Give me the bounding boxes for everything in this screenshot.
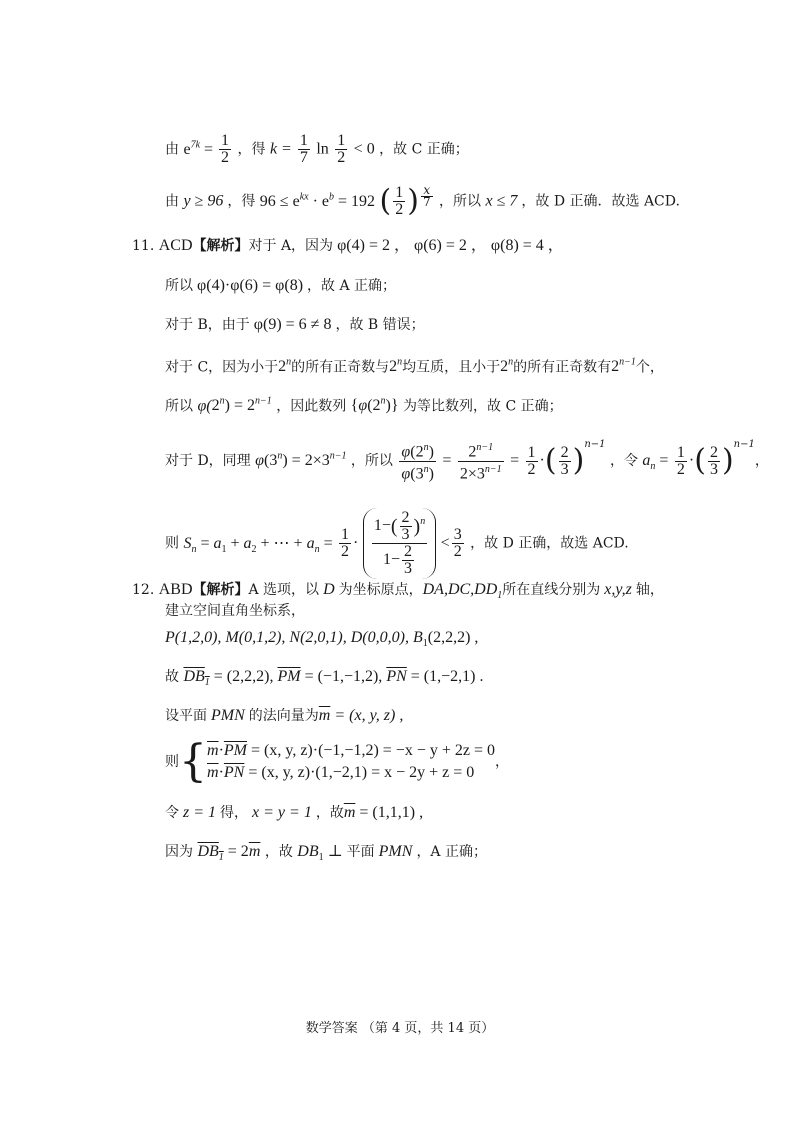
q11-header: 11. ACD【解析】对于 A，因为 φ(4) = 2 ， φ(6) = 2 ， φ(8) = 4 ， [132,237,564,254]
q12-let: 令 z = 1 得， x = y = 1 ，故$\overline{m} = (1,1,1)$ , [165,804,424,821]
q12-normal: 设平面 PMN 的法向量为$\overline{m} = (x$, y, z) , [165,707,404,724]
q12-system: 则{ $\overline{m}\cdot\overline{PM} = (x$, y, z)·(−1,−1,2) = −x − y + 2z = 0 $\overline{m}\cdot\overline{PN} = (x$, y, z)·(1,−2,1) = x − 2y + z = 0 ， [165,736,509,787]
q12-vectors: 故 $DB_1 = (2,2,2)$, $\overline{PM} = (-1,-1,2)$, $\overline{PN} = (1,-2,1)$ . [165,668,484,689]
q11-d1: 对于 D，同理 $\varphi(3^n) = 2\times 3^{n-1}$ ，所以 $\frac{\varphi(2^n)}{\varphi(3^n)}$ = $\frac{2^{n-1}}{2\times 3^{n-1}}$ = $\frac{1}{2}$ ·( $\frac{2}{3}$ )$^{n-1}$ ，令 $a_n$ = $\frac{1}{2}$ ·( $\frac{2}{3}$ )$^{n-1}$， [165,439,769,482]
q12-header: 12. ABD【解析】A 选项，以 D 为坐标原点，$DA,DC,DD_1$所在直线分别为 x,y,z 轴， [132,581,664,602]
page-footer: 数学答案 （第 4 页，共 14 页） [305,1021,495,1036]
q11-d2: 则 $S_n = a_1 + a_2$ + ⋯ + $a_n$ = $\frac{1}{2}$ · 1−( $\frac{2}{3}$ )$^n$ 1− $\frac{2}{3}$ < $\frac{3}{2}$ ，故 D 正确，故选 ACD. [165,509,629,577]
q12-since: 因为 $DB_1 = 2\overline{m}$ ，故 $DB_1$ ⊥ 平面 PMN ，A 正确； [165,843,487,864]
q12-l2: 建立空间直角坐标系， [165,603,305,619]
q11-c2: 所以 $\varphi(2^n) = 2^{n-1}$ ，因此数列 {φ(2$^n$)} 为等比数列，故 C 正确； [165,396,563,415]
line-ek: 由 $e^{7k}$ = $\frac{1}{2}$ ，得 k = $\frac{1}{7}$ ln $\frac{1}{2}$ < 0 ，故 C 正确； [165,132,469,166]
q12-points: P(1,2,0), M(0,1,2), N(2,0,1), D(0,0,0), $B_1(2,2,2)$ , [165,629,479,650]
q11-a2: 所以 φ(4)·φ(6) = φ(8) ，故 A 正确； [165,277,397,294]
q11-b: 对于 B，由于 φ(9) = 6 ≠ 8 ，故 B 错误； [165,316,425,333]
line-y96: 由 y ≥ 96 ，得 $96 \le e^{kx} \cdot e^b = 192$ ( $\frac{1}{2}$ ) $\frac{x}{7}$ ，所以 x ≤ 7 ，故 D 正确．故选 ACD. [165,183,680,219]
q11-c1: 对于 C，因为小于2$^n$的所有正奇数与2$^n$均互质，且小于2$^n$的所有正奇数有$2^{n-1}$个， [165,357,664,376]
